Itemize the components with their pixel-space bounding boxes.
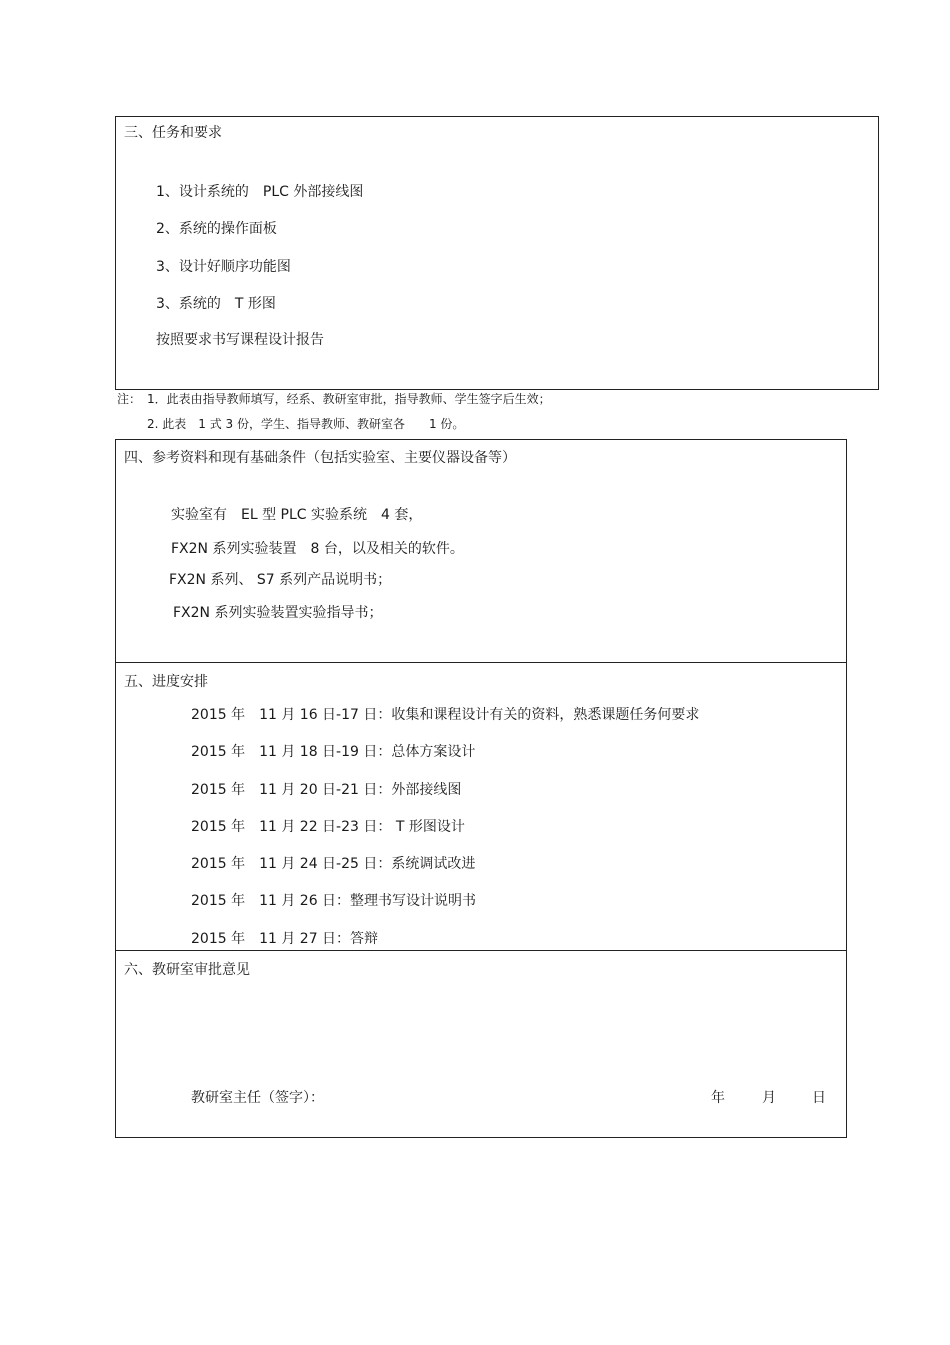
date-year-label: 年 [711, 1090, 725, 1106]
date-day-label: 日 [812, 1090, 826, 1106]
note-line-1: 注： 1．此表由指导教师填写，经系、教研室审批，指导教师、学生签字后生效； [117, 392, 551, 406]
divider [115, 950, 847, 951]
resource-item: 实验室有 EL 型 PLC 实验系统 4 套， [171, 507, 423, 523]
task-item: 按照要求书写课程设计报告 [156, 332, 324, 348]
task-item: 2、系统的操作面板 [156, 221, 277, 237]
divider [115, 662, 847, 663]
resource-item: FX2N 系列、 S7 系列产品说明书； [169, 572, 392, 588]
schedule-item: 2015 年 11 月 22 日-23 日： T 形图设计 [191, 819, 465, 835]
schedule-item: 2015 年 11 月 24 日-25 日：系统调试改进 [191, 856, 476, 872]
task-item: 3、设计好顺序功能图 [156, 259, 291, 275]
section-tasks-box [115, 116, 879, 390]
resource-item: FX2N 系列实验装置 8 台，以及相关的软件。 [171, 541, 464, 557]
note-line-2: 2. 此表 1 式 3 份，学生、指导教师、教研室各 1 份。 [147, 417, 465, 431]
section-approval-title: 六、教研室审批意见 [124, 962, 250, 978]
task-item: 3、系统的 T 形图 [156, 296, 276, 312]
schedule-item: 2015 年 11 月 16 日-17 日：收集和课程设计有关的资料，熟悉课题任务何要求 [191, 707, 700, 723]
task-item: 1、设计系统的 PLC 外部接线图 [156, 184, 364, 200]
date-month-label: 月 [762, 1090, 776, 1106]
section-resources-title: 四、参考资料和现有基础条件（包括实验室、主要仪器设备等） [124, 450, 516, 466]
signature-label: 教研室主任（签字）： [191, 1090, 324, 1106]
section-tasks-title: 三、任务和要求 [124, 125, 222, 141]
section-schedule-title: 五、进度安排 [124, 674, 208, 690]
schedule-item: 2015 年 11 月 18 日-19 日：总体方案设计 [191, 744, 476, 760]
schedule-item: 2015 年 11 月 27 日：答辩 [191, 931, 379, 947]
schedule-item: 2015 年 11 月 26 日：整理书写设计说明书 [191, 893, 477, 909]
resource-item: FX2N 系列实验装置实验指导书； [173, 605, 383, 621]
schedule-item: 2015 年 11 月 20 日-21 日：外部接线图 [191, 782, 462, 798]
